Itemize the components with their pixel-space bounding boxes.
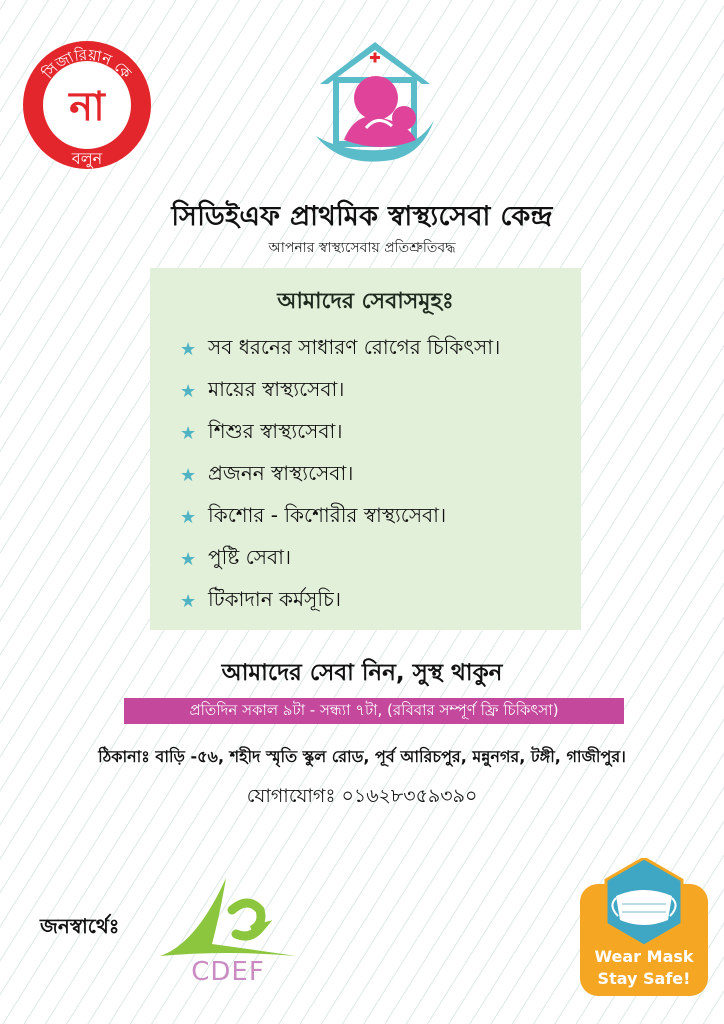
service-item (180, 328, 500, 370)
slogan: আমাদের সেবা নিন, সুস্থ থাকুন (221, 660, 503, 686)
star-icon: ★ (180, 464, 197, 486)
cdef-logo-text: CDEF (191, 957, 265, 987)
stamp-arc-text: সিজারিয়ান কে (38, 45, 135, 83)
clinic-title: সিডিইএফ প্রাথমিক স্বাস্থ্যসেবা কেন্দ্র (171, 201, 553, 232)
stamp-bottom-text: বলুন (71, 149, 103, 168)
star-icon: ★ (180, 548, 197, 570)
service-item-label: শিশুর স্বাস্থ্যসেবা। (208, 418, 343, 443)
star-icon: ★ (180, 380, 197, 402)
service-item-label: সব ধরনের সাধারণ রোগের চিকিৎসা। (208, 334, 501, 359)
mask-badge-line2: Stay Safe! (597, 969, 691, 988)
contact-phone: যোগাযোগঃ ০১৬২৮৩৫৯৩৯০ (246, 785, 478, 807)
service-item (180, 538, 500, 580)
service-item (180, 580, 500, 622)
star-icon: ★ (180, 422, 197, 444)
star-icon: ★ (180, 506, 197, 528)
service-item-label: টিকাদান কর্মসূচি। (208, 586, 341, 611)
cdef-logo (156, 870, 300, 988)
clinic-logo-icon (312, 36, 438, 166)
service-item-label: কিশোর - কিশোরীর স্বাস্থ্যসেবা। (208, 502, 447, 527)
service-item-label: প্রজনন স্বাস্থ্যসেবা। (208, 460, 354, 485)
service-item (180, 454, 500, 496)
hours-banner: প্রতিদিন সকাল ৯টা - সন্ধ্যা ৭টা, (রবিবার সম্পূর্ণ ফ্রি চিকিৎসা) (124, 698, 624, 724)
service-item (180, 370, 500, 412)
star-icon: ★ (180, 590, 197, 612)
clinic-tagline: আপনার স্বাস্থ্যসেবায় প্রতিশ্রুতিবদ্ধ (268, 240, 456, 256)
service-item (180, 496, 500, 538)
service-item (180, 412, 500, 454)
service-item-label: মায়ের স্বাস্থ্যসেবা। (208, 376, 345, 401)
mask-badge-line1: Wear Mask (594, 947, 694, 966)
address-text: ঠিকানাঃ বাড়ি -৫৬, শহীদ স্মৃতি স্কুল রোড, পূর্ব আরিচপুর, মন্নুনগর, টঙ্গী, গাজীপুর। (98, 747, 626, 766)
services-panel (150, 268, 581, 630)
services-list (180, 328, 500, 622)
cesarean-stamp (20, 38, 154, 172)
wear-mask-badge (580, 858, 708, 996)
stamp-center-text: না (69, 84, 105, 130)
star-icon: ★ (180, 338, 197, 360)
services-heading: আমাদের সেবাসমূহঃ (277, 289, 454, 314)
service-item-label: পুষ্টি সেবা। (208, 544, 292, 569)
public-interest-label: জনস্বার্থেঃ (40, 914, 120, 938)
